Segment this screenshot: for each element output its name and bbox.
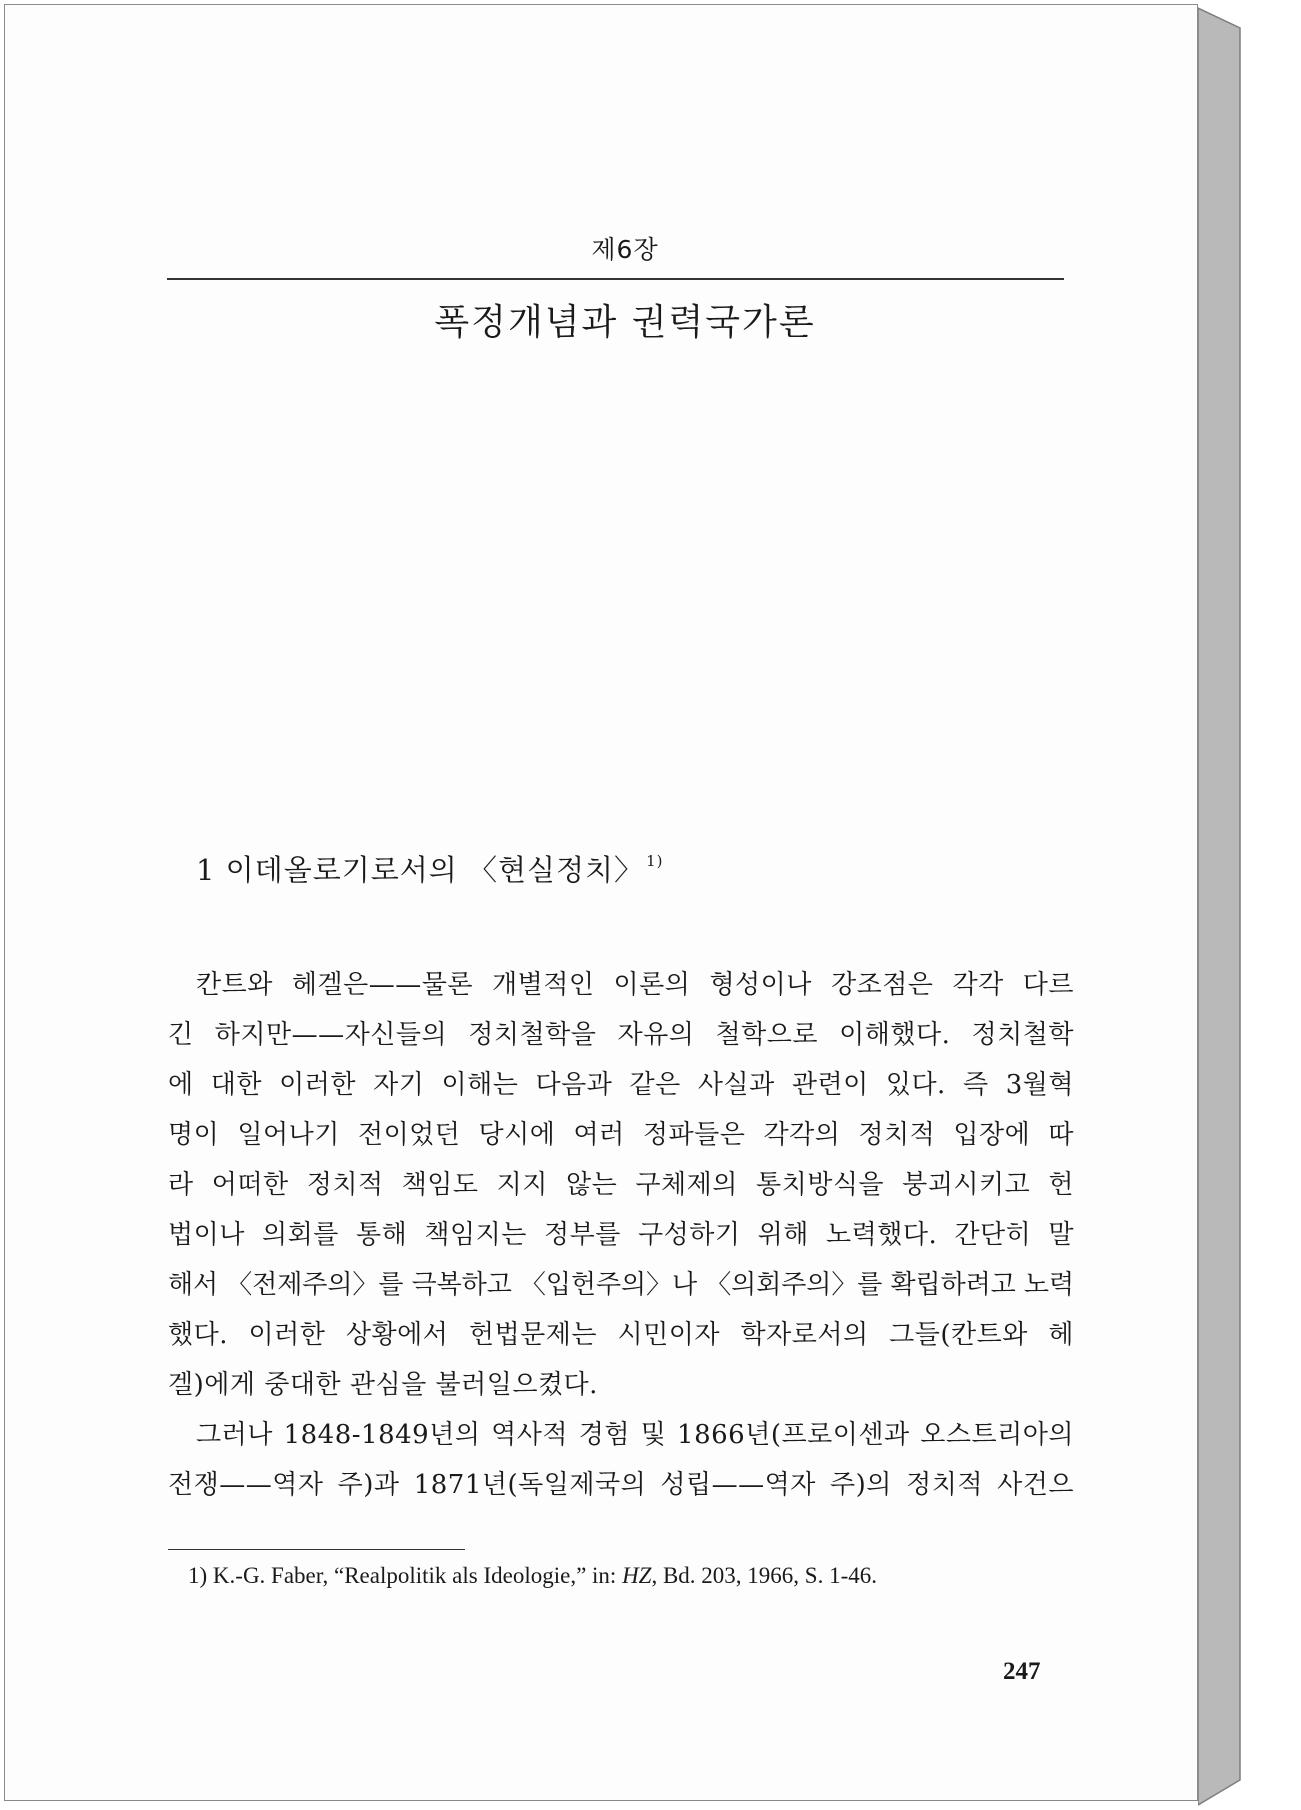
chapter-label: 제6장	[591, 235, 659, 264]
text-line: 라 어떠한 정치적 책임도 지지 않는 구체제의 통치방식을 붕괴시키고 헌	[168, 1170, 1074, 1200]
footnote	[188, 1563, 877, 1589]
footnote-rest: , Bd. 203, 1966, S. 1-46.	[651, 1563, 878, 1588]
text-line: 그러나 1848-1849년의 역사적 경험 및 1866년(프로이센과 오스트리아의	[196, 1420, 1074, 1450]
footnote-rule	[168, 1549, 465, 1550]
paragraph-2	[168, 1410, 1074, 1510]
paragraph-1	[168, 960, 1074, 1410]
text-line: 칸트와 헤겔은——물론 개별적인 이론의 형성이나 강조점은 각각 다르	[196, 970, 1074, 1000]
text-line: 긴 하지만——자신들의 정치철학을 자유의 철학으로 이해했다. 정치철학	[168, 1020, 1074, 1050]
text-line: 명이 일어나기 전이었던 당시에 여러 정파들은 각각의 정치적 입장에 따	[168, 1120, 1074, 1150]
footnote-reference[interactable]: 1)	[646, 852, 664, 870]
body-text	[168, 960, 1074, 1510]
footnote-number: 1)	[188, 1563, 208, 1588]
page-number: 247	[1003, 1658, 1041, 1685]
title-rule	[167, 278, 1064, 280]
text-line: 에 대한 이러한 자기 이해는 다음과 같은 사실과 관련이 있다. 즉 3월혁	[168, 1070, 1074, 1100]
chapter-title: 폭정개념과 권력국가론	[434, 302, 816, 343]
text-line: 해서 〈전제주의〉를 극복하고 〈입헌주의〉나 〈의회주의〉를 확립하려고 노력	[168, 1270, 1074, 1300]
footnote-journal: HZ	[622, 1563, 652, 1588]
section-heading	[196, 848, 663, 889]
text-line: 했다. 이러한 상황에서 헌법문제는 시민이자 학자로서의 그들(칸트와 헤	[168, 1320, 1074, 1350]
book-page	[4, 4, 1198, 1801]
text-line: 법이나 의회를 통해 책임지는 정부를 구성하기 위해 노력했다. 간단히 말	[168, 1220, 1074, 1250]
text-line: 전쟁——역자 주)과 1871년(독일제국의 성립——역자 주)의 정치적 사건으	[168, 1470, 1074, 1500]
section-heading-text: 1 이데올로기로서의 〈현실정치〉	[196, 853, 645, 887]
footnote-author: K.-G. Faber, “Realpolitik als Ideologie,” in:	[212, 1563, 623, 1588]
text-line: 겔)에게 중대한 관심을 불러일으켰다.	[168, 1370, 598, 1400]
page-edge-graphic	[1198, 4, 1298, 1810]
